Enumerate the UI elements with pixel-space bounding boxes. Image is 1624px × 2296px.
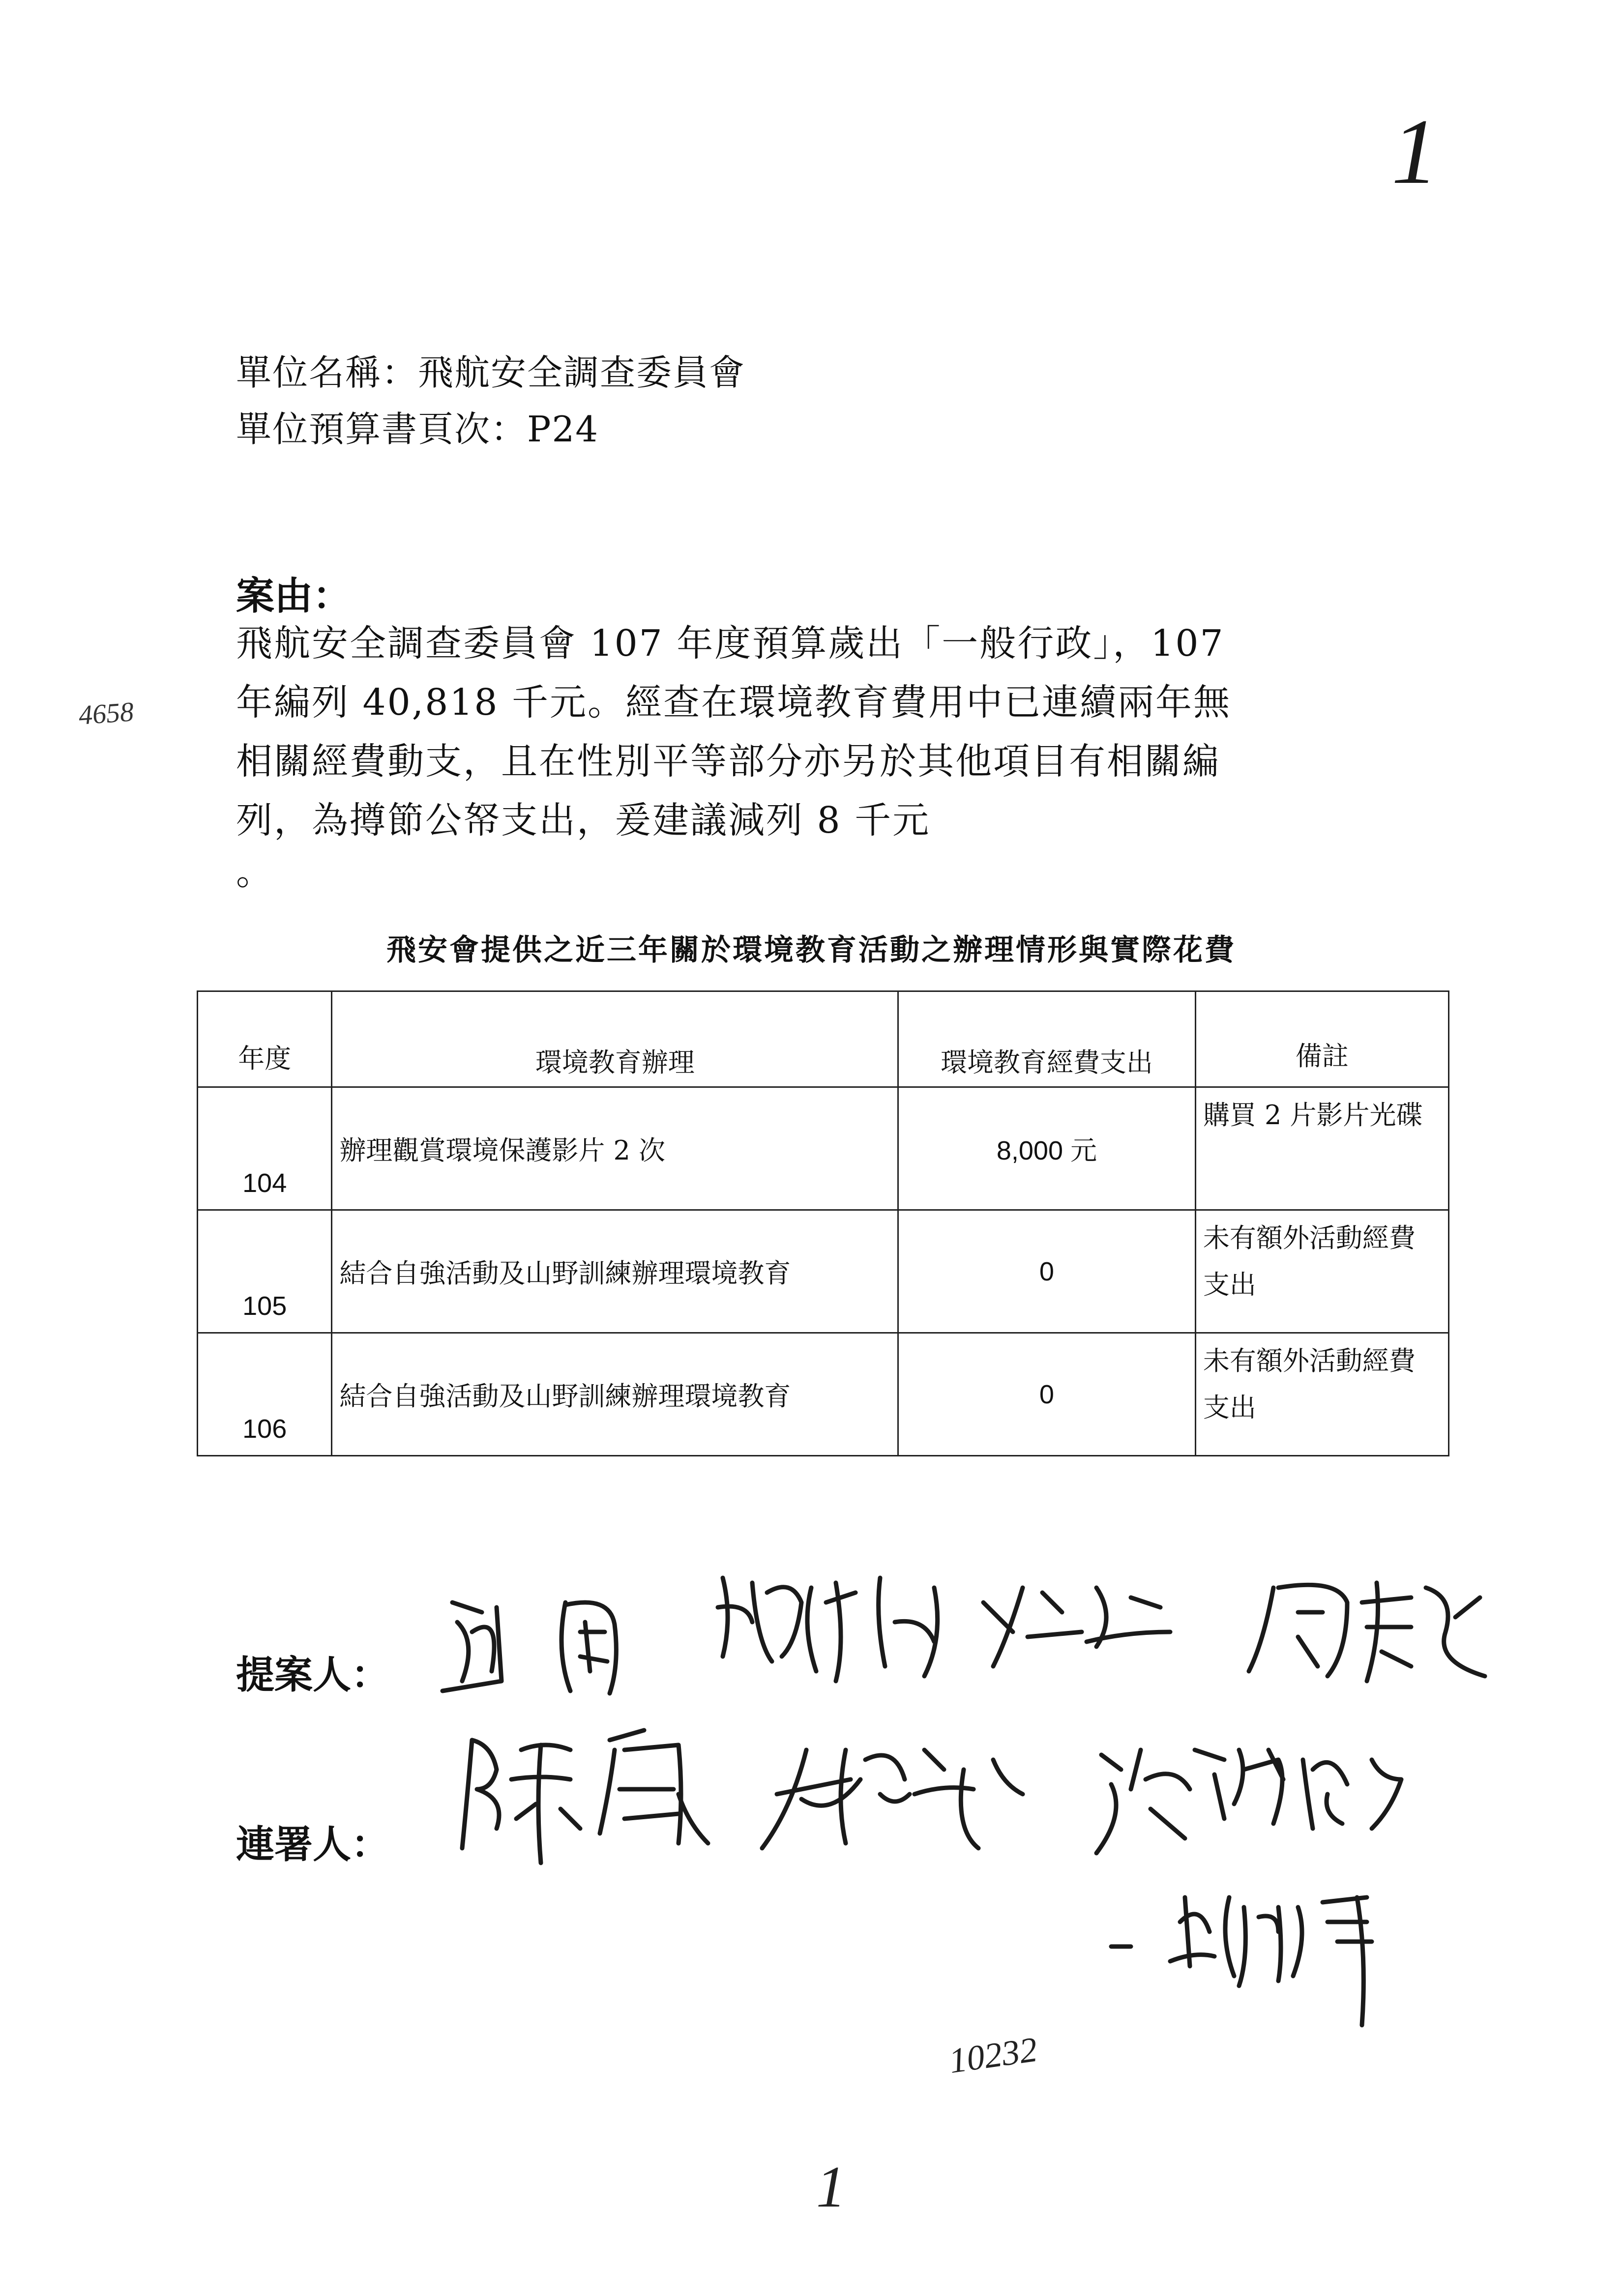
reason-line-1: 飛航安全調查委員會 107 年度預算歲出「一般行政」，107 xyxy=(236,622,1225,665)
header-note: 備註 xyxy=(1195,991,1448,1087)
signature-5 xyxy=(1249,1583,1485,1681)
bottom-page-mark: 1 xyxy=(816,2154,846,2219)
handwritten-margin-note: 4658 xyxy=(77,697,135,731)
signature-3 xyxy=(718,1578,938,1681)
row-cost: 8,000 元 xyxy=(898,1087,1196,1210)
row-note: 購買 2 片影片光碟 xyxy=(1195,1087,1448,1210)
row-cost: 0 xyxy=(898,1333,1196,1456)
row-activity: 結合自強活動及山野訓練辦理環境教育 xyxy=(332,1333,898,1456)
handwritten-stamp-number: 10232 xyxy=(946,2029,1040,2081)
page-number-mark: 1 xyxy=(1391,100,1438,203)
budget-page-ref: 單位預算書頁次：P24 xyxy=(236,408,599,450)
header-cost: 環境教育經費支出 xyxy=(898,991,1196,1087)
signature-2 xyxy=(561,1602,616,1693)
signature-8 xyxy=(1096,1750,1401,1853)
unit-name: 單位名稱：飛航安全調查委員會 xyxy=(236,352,746,393)
row-cost: 0 xyxy=(898,1210,1196,1333)
row-activity: 辦理觀賞環境保護影片 2 次 xyxy=(332,1087,898,1210)
cosigner-label: 連署人： xyxy=(236,1822,390,1867)
reason-label: 案由： xyxy=(236,574,352,618)
reason-line-3: 相關經費動支，且在性別平等部分亦另於其他項目有相關編 xyxy=(236,740,1220,783)
signature-4 xyxy=(983,1588,1170,1666)
signature-7 xyxy=(762,1750,1023,1848)
reason-line-5: 。 xyxy=(236,851,274,893)
header-activity: 環境教育辦理 xyxy=(332,991,898,1087)
table-title: 飛安會提供之近三年關於環境教育活動之辦理情形與實際花費 xyxy=(386,933,1236,967)
reason-line-2: 年編列 40,818 千元。經查在環境教育費用中已連續兩年無 xyxy=(236,681,1231,724)
row-year: 104 xyxy=(198,1087,332,1210)
signature-1 xyxy=(443,1602,502,1691)
row-note: 未有額外活動經費支出 xyxy=(1195,1333,1448,1456)
proposer-label: 提案人： xyxy=(236,1653,390,1697)
row-year: 105 xyxy=(198,1210,332,1333)
signature-6 xyxy=(462,1730,708,1863)
reason-line-4: 列，為撙節公帑支出，爰建議減列 8 千元 xyxy=(236,799,931,842)
row-activity: 結合自強活動及山野訓練辦理環境教育 xyxy=(332,1210,898,1333)
row-note: 未有額外活動經費支出 xyxy=(1195,1210,1448,1333)
row-year: 106 xyxy=(198,1333,332,1456)
signature-9 xyxy=(1111,1897,1372,2025)
header-year: 年度 xyxy=(198,991,332,1087)
